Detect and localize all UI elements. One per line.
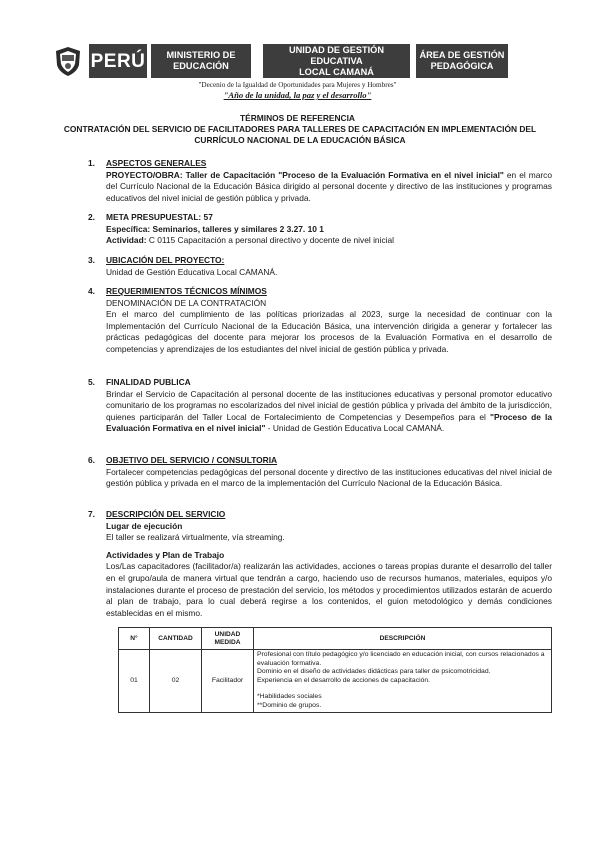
area-box xyxy=(416,44,508,78)
section-heading: UBICACIÓN DEL PROYECTO: xyxy=(106,255,225,265)
section-number: 6. xyxy=(88,455,95,465)
ano-text xyxy=(0,90,595,100)
desc-line: Dominio en el diseño de actividades didácticas para taller de psicomotricidad. xyxy=(257,668,491,676)
finalidad-text1: Brindar el Servicio de Capacitación al personal docente de las instituciones educativas y personal promotor educativo comunitario de los programas no escolarizados del nivel inicial de gestión pública y privada del ámbito de la jurisdicción, quienes participarán del Taller Local de Fortalecimiento de Competencias y Desempeños para el xyxy=(106,388,552,422)
section-number: 3. xyxy=(88,255,95,265)
section-subheading: DENOMINACIÓN DE LA CONTRATACIÓN xyxy=(106,297,267,308)
coat-of-arms-icon xyxy=(51,44,85,78)
section-text xyxy=(106,389,552,435)
actividades-heading: Actividades y Plan de Trabajo xyxy=(106,549,225,560)
section-number: 2. xyxy=(88,212,95,222)
doc-subtitle: CONTRATACIÓN DEL SERVICIO DE FACILITADORES PARA TALLERES DE CAPACITACIÓN EN IMPLEMENTACIÓN DEL CURRÍCULO NACIONAL DE LA EDUCACIÓN BÁSICA xyxy=(63,124,537,145)
project-text: en el marco del Currículo Nacional de la Educación Básica dirigido al personal docente y directivo de las instituciones y programas educativos del nivel inicial de gestión pública y privada. xyxy=(106,169,552,203)
desc-line: Experiencia en el desarrollo de acciones de capacitación. xyxy=(257,676,431,684)
ministerio-line1: MINISTERIO DE xyxy=(166,50,236,60)
cell-cantidad: 02 xyxy=(150,650,202,713)
area-line1: ÁREA DE GESTIÓN xyxy=(419,50,505,60)
section-number: 5. xyxy=(88,377,95,387)
section-2 xyxy=(88,212,552,247)
decenio-text: "Decenio de la Igualdad de Oportunidades para Mujeres y Hombres" xyxy=(198,81,397,89)
ugel-box xyxy=(263,44,410,78)
desc-line: *Habilidades sociales xyxy=(257,693,322,701)
section-5 xyxy=(88,377,552,435)
section-heading: META PRESUPUESTAL: 57 xyxy=(106,212,213,222)
actividad-text: C 0115 Capacitación a personal directivo y docente de nivel inicial xyxy=(146,235,395,246)
desc-line: **Dominio de grupos. xyxy=(257,701,322,709)
section-number: 1. xyxy=(88,158,95,168)
section-text xyxy=(106,170,552,205)
ministerio-box xyxy=(151,44,251,78)
actividades-text: Los/Las capacitadores (facilitador/a) realizarán las actividades, acciones o tareas propias durante el desarrollo del taller en el grupo/aula de manera virtual que tendrán a cargo, haciendo uso de recursos humanos, materiales, equipos y/o instalaciones durante el proceso de prestación del servicio, los métodos y procedimientos utilizados estarán de acuerdo al plan de trabajo, para lo cual deberá regirse a los contenidos, el guion metodológico y demás condiciones establecidas en el mismo. xyxy=(106,561,552,618)
ugel-line2: LOCAL CAMANÁ xyxy=(299,66,374,77)
section-1 xyxy=(88,158,552,204)
table-row xyxy=(119,650,552,713)
ministerio-line2: EDUCACIÓN xyxy=(173,61,229,71)
desc-line: Profesional con título pedagógico y/o licenciado en educación inicial, con cursos relacionados a evaluación formativa. xyxy=(257,651,545,667)
section-heading: REQUERIMIENTOS TÉCNICOS MÍNIMOS xyxy=(106,286,267,296)
col-header-n: N° xyxy=(119,628,150,650)
ano-label: "Año de la unidad, la paz y el desarrollo" xyxy=(223,90,372,100)
peru-label: PERÚ xyxy=(89,44,147,78)
section-text: Fortalecer competencias pedagógicas del personal docente y directivo de las instituciones educativas del nivel inicial de gestión pública y privada en el marco de la implementación del Currículo Nacional de la Educación Básica. xyxy=(106,466,552,489)
letterhead xyxy=(51,44,546,78)
ugel-line1: UNIDAD DE GESTIÓN EDUCATIVA xyxy=(289,44,384,66)
project-label: PROYECTO/OBRA: Taller de Capacitación "Proceso de la Evaluación Formativa en el nivel inicial" xyxy=(106,169,504,180)
finalidad-bold: "Proceso de la Evaluación Formativa en el nivel inicial" xyxy=(106,411,552,434)
section-number: 7. xyxy=(88,509,95,519)
actividad-line xyxy=(106,235,552,247)
cell-n: 01 xyxy=(119,650,150,713)
col-header-descripcion: DESCRIPCIÓN xyxy=(254,628,552,650)
section-heading: DESCRIPCIÓN DEL SERVICIO xyxy=(106,509,226,519)
section-3 xyxy=(88,255,552,278)
finalidad-text2: - Unidad de Gestión Educativa Local CAMANÁ. xyxy=(265,423,445,434)
section-4 xyxy=(88,286,552,356)
section-heading: OBJETIVO DEL SERVICIO / CONSULTORIA xyxy=(106,455,278,465)
requirements-table xyxy=(118,627,552,713)
actividad-label: Actividad: xyxy=(106,235,147,246)
lugar-text: El taller se realizará virtualmente, vía streaming. xyxy=(106,532,285,543)
section-heading: FINALIDAD PUBLICA xyxy=(106,377,191,387)
cell-unidad: Facilitador xyxy=(202,650,254,713)
cell-descripcion xyxy=(254,650,552,713)
col-header-unidad: UNIDAD MEDIDA xyxy=(202,628,254,650)
section-number: 4. xyxy=(88,286,95,296)
table-header-row xyxy=(119,628,552,650)
especifica-line: Específica: Seminarios, talleres y similares 2 3.27. 10 1 xyxy=(106,223,324,234)
section-heading: ASPECTOS GENERALES xyxy=(106,158,207,168)
section-text: Unidad de Gestión Educativa Local CAMANÁ. xyxy=(106,266,278,277)
lugar-heading: Lugar de ejecución xyxy=(106,520,183,531)
section-7 xyxy=(88,509,552,619)
area-line2: PEDAGÓGICA xyxy=(430,61,494,71)
section-6 xyxy=(88,455,552,490)
col-header-cantidad: CANTIDAD xyxy=(150,628,202,650)
doc-title: TÉRMINOS DE REFERENCIA xyxy=(240,113,355,123)
section-text: En el marco del cumplimiento de las políticas priorizadas al 2023, surge la necesidad de continuar con la Implementación del Currículo Nacional de la Educación Básica, una intervención dirigida a generar y fortalecer las prácticas pedagógicas del docente para mejorar los procesos de la Evaluación Formativa en el desarrollo de competencias y aprendizajes de los estudiantes del nivel inicial de gestión pública y privada. xyxy=(106,309,552,354)
